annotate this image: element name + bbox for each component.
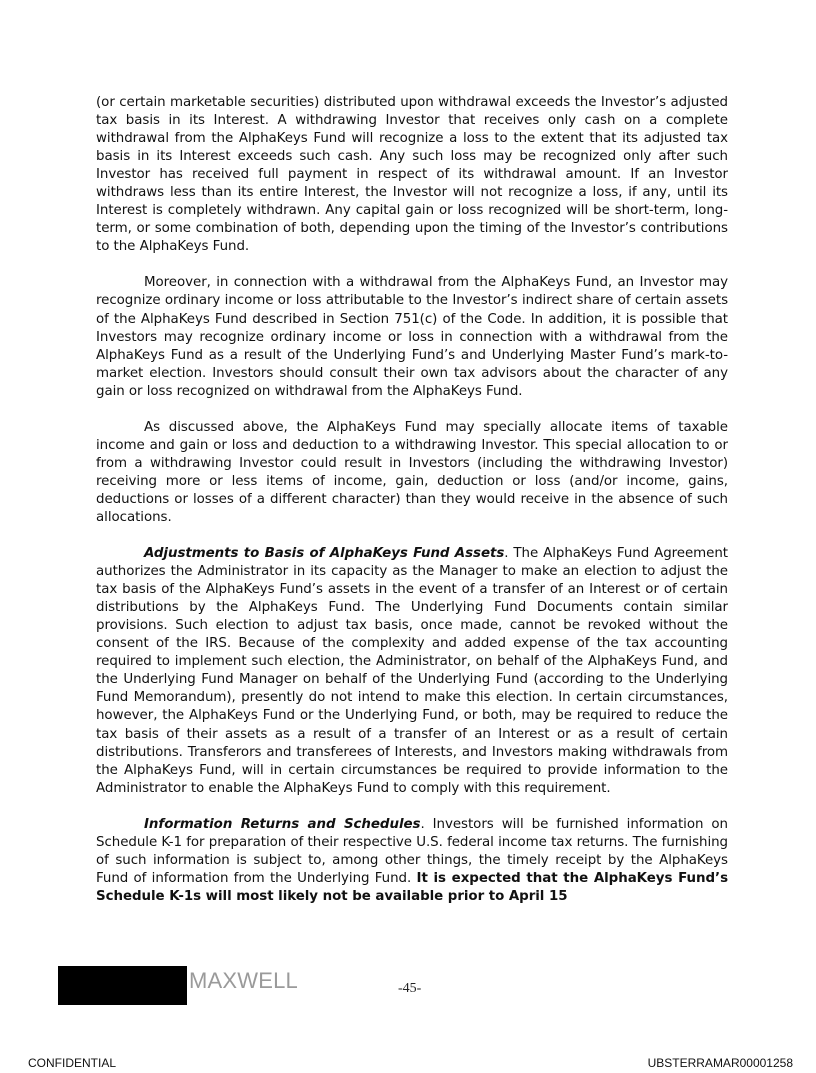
information-returns-heading: Information Returns and Schedules (144, 816, 421, 832)
footer-name: MAXWELL (189, 968, 298, 993)
bates-number: UBSTERRAMAR00001258 (647, 1056, 793, 1070)
basis-adjustments-heading: Adjustments to Basis of AlphaKeys Fund Assets (144, 546, 505, 562)
information-returns-text: . Investors will be furnished information on Schedule K-1 for preparation of their respective U.S. federal income tax returns. The furnishing of such information is subject to, among other things, the timely receipt by the AlphaKeys Fund of information from the Underlying Fund. (96, 816, 728, 886)
paragraph-basis-adjustments (96, 545, 728, 798)
paragraph-withdrawal-loss: (or certain marketable securities) distributed upon withdrawal exceeds the Investor’s adjusted tax basis in its Interest. A withdrawing Investor that receives only cash on a complete withdrawal from the AlphaKeys Fund will recognize a loss to the extent that its adjusted tax basis in its Interest exceeds such cash. Any such loss may be recognized only after such Investor has received full payment in respect of its withdrawal amount. If an Investor withdraws less than its entire Interest, the Investor will not recognize a loss, if any, until its Interest is completely withdrawn. Any capital gain or loss recognized will be short-term, long-term, or some combination of both, depending upon the timing of the Investor’s contributions to the AlphaKeys Fund. (96, 95, 728, 255)
information-returns-bold-text: It is expected that the AlphaKeys Fund’s Schedule K-1s will most likely not be available prior to April 15 (96, 870, 728, 904)
paragraph-special-allocation: As discussed above, the AlphaKeys Fund may specially allocate items of taxable income and gain or loss and deduction to a withdrawing Investor. This special allocation to or from a withdrawing Investor could result in Investors (including the withdrawing Investor) receiving more or less items of income, gain, deduction or loss (and/or income, gains, deductions or losses of a different character) than they would receive in the absence of such allocations. (96, 419, 728, 525)
document-body (96, 94, 728, 924)
basis-adjustments-text: . The AlphaKeys Fund Agreement authorizes the Administrator in its capacity as the Manager to make an election to adjust the tax basis of the AlphaKeys Fund’s assets in the event of a transfer of an Interest or of certain distributions by the AlphaKeys Fund. The Underlying Fund Documents contain similar provisions. Such election to adjust tax basis, once made, cannot be revoked without the consent of the IRS. Because of the complexity and added expense of the tax accounting required to implement such election, the Administrator, on behalf of the AlphaKeys Fund, and the Underlying Fund Manager on behalf of the Underlying Fund (according to the Underlying Fund Memorandum), presently do not intend to make this election. In certain circumstances, however, the AlphaKeys Fund or the Underlying Fund, or both, may be required to reduce the tax basis of their assets as a result of a transfer of an Interest or as a result of certain distributions. Transferors and transferees of Interests, and Investors making withdrawals from the AlphaKeys Fund, will in certain circumstances be required to provide information to the Administrator to enable the AlphaKeys Fund to comply with this requirement. (96, 546, 728, 796)
paragraph-information-returns (96, 816, 728, 906)
page-number: -45- (398, 981, 422, 996)
confidential-stamp: CONFIDENTIAL (28, 1056, 117, 1070)
redaction-block (58, 966, 187, 1005)
paragraph-ordinary-income: Moreover, in connection with a withdrawal from the AlphaKeys Fund, an Investor may recognize ordinary income or loss attributable to the Investor’s indirect share of certain assets of the AlphaKeys Fund described in Section 751(c) of the Code. In addition, it is possible that Investors may recognize ordinary income or loss in connection with a withdrawal from the AlphaKeys Fund as a result of the Underlying Fund’s and Underlying Master Fund’s mark-to-market election. Investors should consult their own tax advisors about the character of any gain or loss recognized on withdrawal from the AlphaKeys Fund. (96, 275, 728, 399)
